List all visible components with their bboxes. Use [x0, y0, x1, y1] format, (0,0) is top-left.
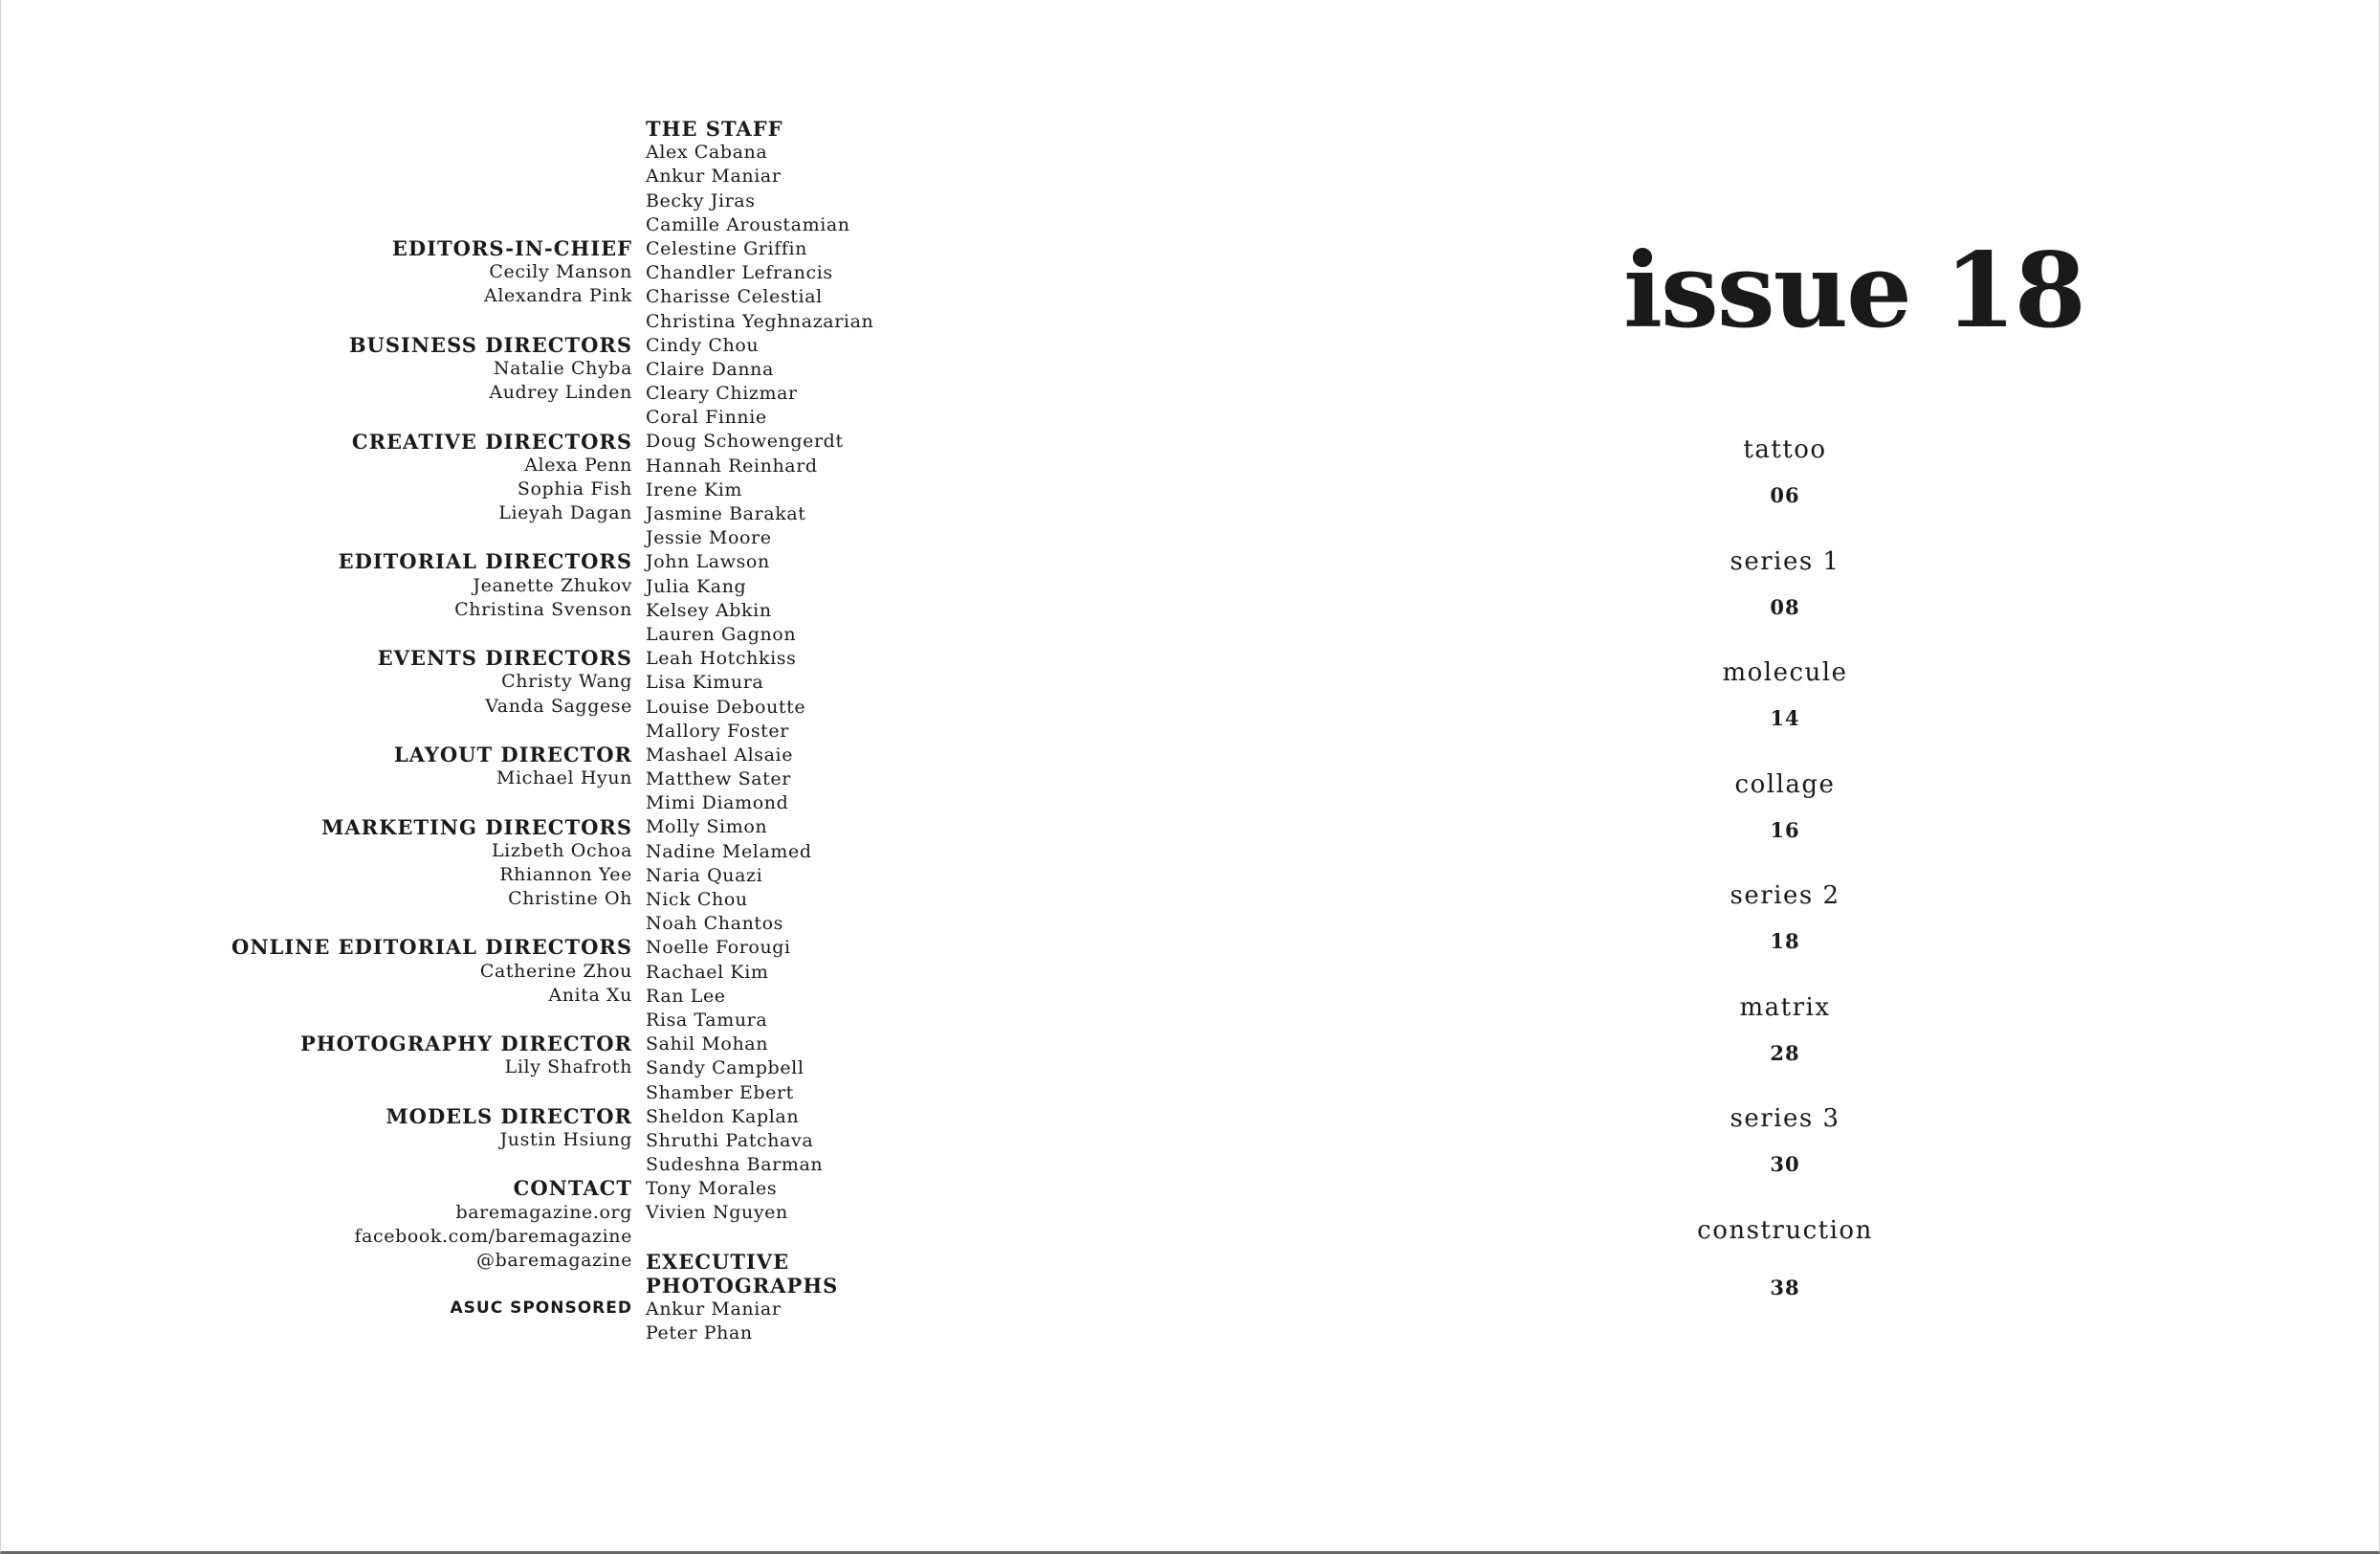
section-heading: LAYOUT DIRECTOR — [393, 742, 632, 766]
staff-name: Rachael Kim — [646, 961, 769, 983]
section-heading: CONTACT — [513, 1176, 632, 1201]
director-name: Christy Wang — [501, 671, 632, 693]
directors-section — [231, 333, 632, 430]
staff-name: Noah Chantos — [646, 913, 784, 935]
staff-name: Julia Kang — [646, 575, 747, 597]
staff-name: Lisa Kimura — [646, 672, 764, 694]
director-name: Lily Shafroth — [504, 1056, 632, 1078]
toc-entry[interactable] — [1689, 544, 1881, 656]
toc-page-number: 38 — [1770, 1275, 1800, 1299]
staff-name: Nick Chou — [646, 889, 748, 910]
toc-title: series 2 — [1730, 881, 1840, 910]
exec-photos-heading: EXECUTIVE — [646, 1249, 790, 1274]
contact-handle: @baremagazine — [475, 1249, 632, 1271]
staff-name: Shruthi Patchava — [646, 1129, 814, 1151]
toc-page-number: 30 — [1770, 1152, 1800, 1176]
toc-entry[interactable] — [1689, 767, 1881, 879]
sponsor-note: ASUC SPONSORED — [450, 1299, 632, 1319]
directors-column — [231, 236, 632, 1321]
table-of-contents — [1689, 433, 1881, 1305]
directors-section — [231, 646, 632, 743]
director-name: Michael Hyun — [496, 767, 632, 789]
staff-name: Louise Deboutte — [646, 696, 806, 718]
toc-page-number: 28 — [1770, 1040, 1800, 1065]
contact-section — [231, 1176, 632, 1297]
toc-page-number: 18 — [1770, 929, 1800, 953]
director-name: Lieyah Dagan — [498, 502, 632, 524]
staff-name: Leah Hotchkiss — [646, 648, 797, 670]
toc-entry[interactable] — [1689, 655, 1881, 767]
toc-page-number: 06 — [1770, 483, 1800, 507]
photographer-name: Ankur Maniar — [646, 1299, 782, 1321]
directors-section — [231, 743, 632, 815]
issue-title: issue 18 — [1623, 231, 2084, 351]
staff-name: Sheldon Kaplan — [646, 1105, 800, 1127]
toc-title: series 3 — [1730, 1104, 1840, 1133]
section-heading: MARKETING DIRECTORS — [321, 814, 632, 839]
toc-page-number: 08 — [1770, 594, 1800, 619]
toc-title: molecule — [1722, 658, 1848, 687]
staff-name: Sahil Mohan — [646, 1033, 769, 1055]
director-name: Christina Svenson — [454, 598, 632, 620]
toc-entry[interactable] — [1689, 433, 1881, 544]
exec-photos-heading: PHOTOGRAPHS — [646, 1274, 839, 1298]
staff-name: Shamber Ebert — [646, 1081, 794, 1103]
director-name: Cecily Manson — [489, 261, 632, 283]
section-heading: EVENTS DIRECTORS — [377, 646, 632, 671]
staff-column — [646, 117, 873, 1346]
directors-section — [231, 935, 632, 1032]
staff-name: Doug Schowengerdt — [646, 431, 844, 453]
section-heading: MODELS DIRECTOR — [386, 1103, 632, 1128]
photographer-name: Peter Phan — [646, 1322, 753, 1344]
staff-name: Charisse Celestial — [646, 286, 823, 308]
staff-name: Cindy Chou — [646, 334, 760, 356]
staff-name: Vivien Nguyen — [646, 1202, 788, 1224]
section-heading: EDITORS-IN-CHIEF — [391, 236, 632, 260]
toc-entry[interactable] — [1689, 1101, 1881, 1213]
directors-section — [231, 236, 632, 333]
staff-name: Ankur Maniar — [646, 166, 782, 188]
staff-name: Alex Cabana — [646, 142, 768, 164]
toc-entry[interactable] — [1689, 1213, 1881, 1305]
director-name: Alexa Penn — [524, 454, 632, 476]
contact-website: baremagazine.org — [455, 1201, 632, 1223]
director-name: Alexandra Pink — [484, 285, 632, 307]
directors-section — [231, 549, 632, 646]
staff-name: Jessie Moore — [646, 527, 772, 549]
toc-page-number: 16 — [1770, 817, 1800, 842]
section-heading: CREATIVE DIRECTORS — [351, 429, 632, 454]
staff-name: Tony Morales — [646, 1178, 778, 1200]
staff-name: Mashael Alsaie — [646, 744, 794, 766]
staff-name: Irene Kim — [646, 478, 743, 500]
staff-name: Coral Finnie — [646, 407, 767, 429]
directors-section — [231, 815, 632, 936]
staff-name: Sudeshna Barman — [646, 1154, 824, 1176]
staff-name: Nadine Melamed — [646, 840, 812, 862]
staff-name: Risa Tamura — [646, 1009, 768, 1031]
staff-name: Jasmine Barakat — [646, 503, 806, 524]
toc-title: tattoo — [1743, 435, 1827, 464]
section-heading: ONLINE EDITORIAL DIRECTORS — [231, 935, 632, 960]
section-heading: BUSINESS DIRECTORS — [348, 332, 632, 357]
staff-name: Cleary Chizmar — [646, 383, 798, 405]
directors-section — [231, 1104, 632, 1177]
staff-name: Camille Aroustamian — [646, 213, 850, 235]
director-name: Justin Hsiung — [499, 1128, 632, 1150]
director-name: Christine Oh — [508, 888, 632, 910]
director-name: Audrey Linden — [489, 382, 632, 404]
toc-page-number: 14 — [1770, 706, 1800, 730]
staff-name: John Lawson — [646, 551, 770, 573]
directors-section — [231, 430, 632, 550]
staff-name: Chandler Lefrancis — [646, 262, 833, 284]
director-name: Lizbeth Ochoa — [491, 839, 632, 861]
staff-name: Noelle Forougi — [646, 937, 791, 959]
section-heading: PHOTOGRAPHY DIRECTOR — [299, 1032, 632, 1056]
staff-name: Matthew Sater — [646, 768, 791, 790]
staff-name: Mimi Diamond — [646, 792, 789, 814]
staff-name: Celestine Griffin — [646, 237, 808, 259]
staff-name: Sandy Campbell — [646, 1057, 804, 1079]
staff-name: Naria Quazi — [646, 864, 763, 886]
toc-title: collage — [1734, 769, 1836, 799]
staff-name: Lauren Gagnon — [646, 623, 797, 645]
staff-name: Becky Jiras — [646, 189, 756, 211]
director-name: Jeanette Zhukov — [473, 574, 632, 596]
director-name: Catherine Zhou — [479, 960, 632, 982]
directors-section — [231, 1032, 632, 1104]
staff-name: Claire Danna — [646, 358, 774, 380]
contact-facebook: facebook.com/baremagazine — [354, 1225, 632, 1247]
director-name: Anita Xu — [548, 984, 632, 1006]
staff-name: Hannah Reinhard — [646, 455, 818, 477]
staff-name: Kelsey Abkin — [646, 599, 772, 621]
staff-name: Mallory Foster — [646, 720, 789, 742]
director-name: Vanda Saggese — [485, 695, 632, 717]
toc-entry[interactable] — [1689, 878, 1881, 990]
toc-title: construction — [1697, 1215, 1873, 1245]
toc-title: series 1 — [1730, 546, 1840, 576]
staff-name: Molly Simon — [646, 816, 768, 838]
director-name: Rhiannon Yee — [499, 863, 632, 885]
staff-name: Christina Yeghnazarian — [646, 310, 874, 332]
staff-name: Ran Lee — [646, 985, 726, 1007]
toc-title: matrix — [1739, 992, 1831, 1022]
director-name: Sophia Fish — [517, 477, 632, 500]
staff-heading: THE STAFF — [646, 117, 783, 141]
toc-entry[interactable] — [1689, 990, 1881, 1102]
section-heading: EDITORIAL DIRECTORS — [338, 549, 632, 574]
director-name: Natalie Chyba — [493, 357, 632, 379]
